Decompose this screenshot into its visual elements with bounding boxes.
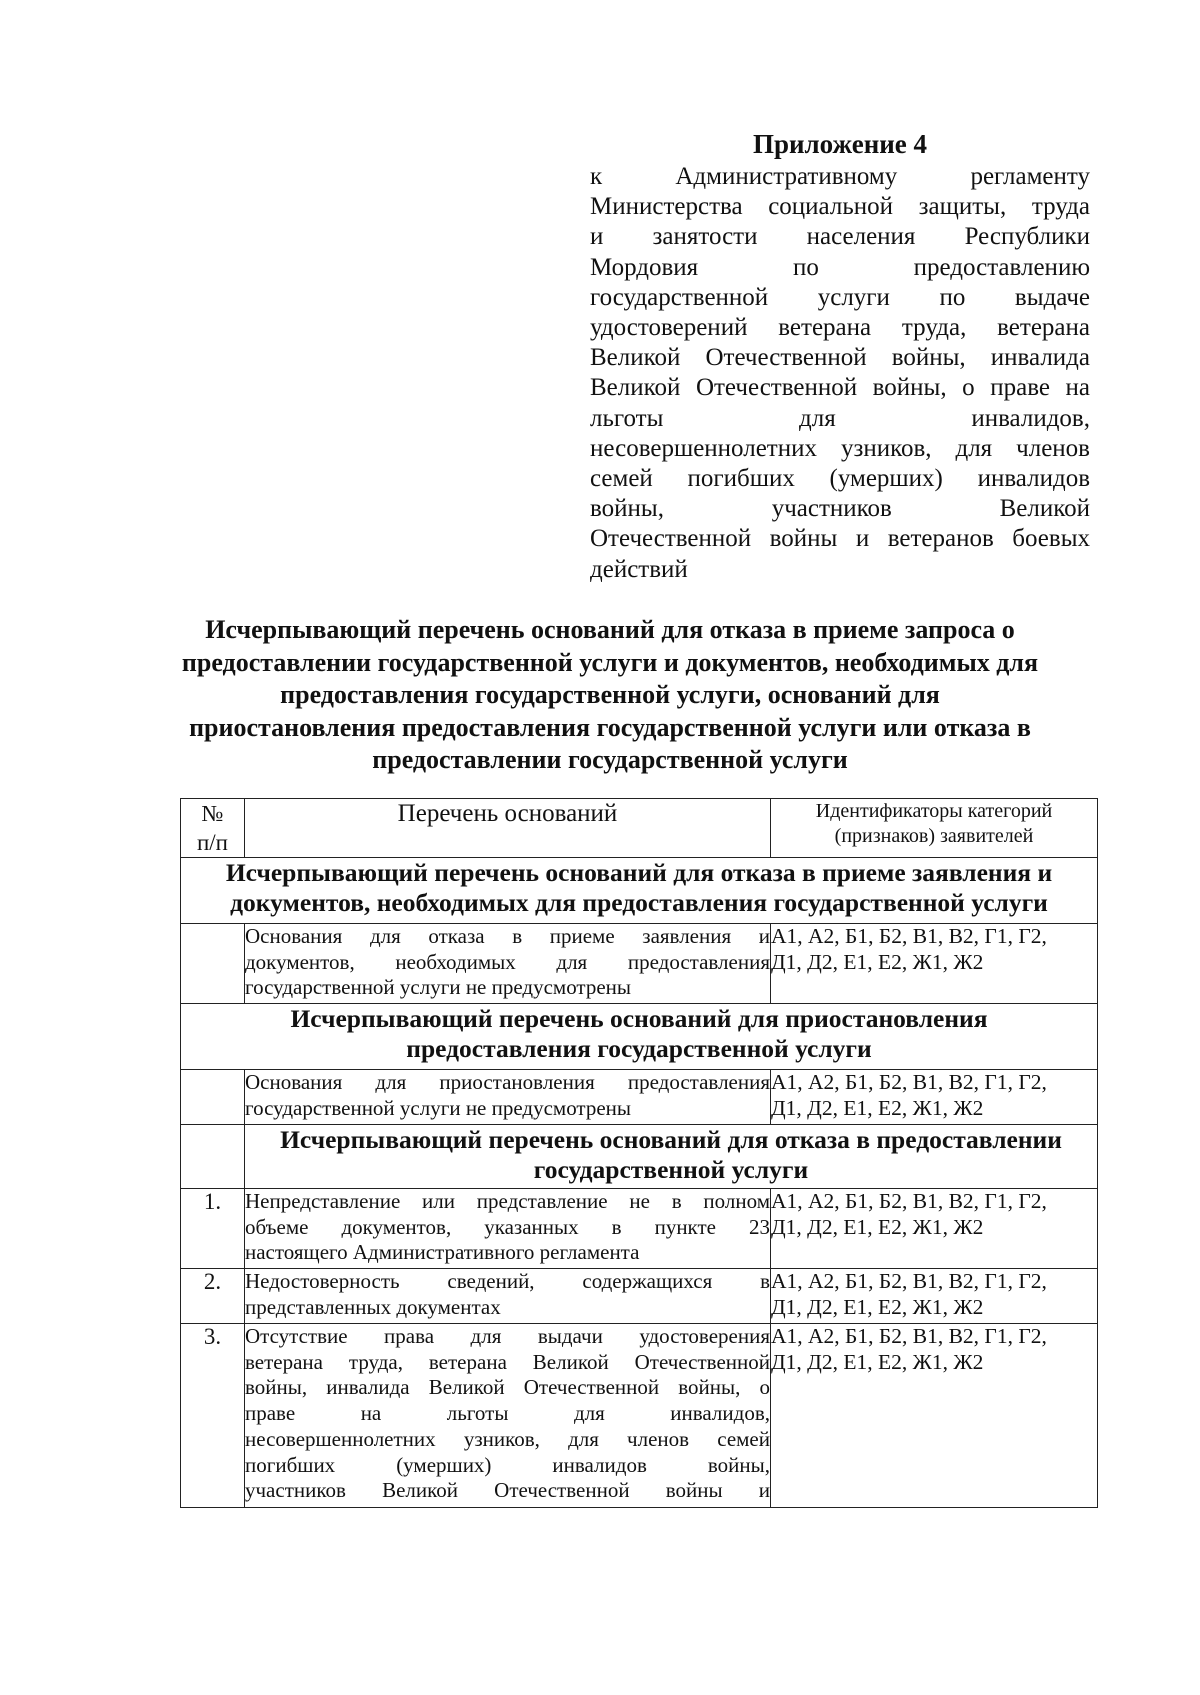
header-number-line: п/п xyxy=(196,830,228,855)
appendix-line: и занятости населения Республики xyxy=(590,223,1090,251)
appendix-line: государственной услуги по выдаче xyxy=(590,283,1090,311)
row-grounds-line: несовершеннолетних узников, для членов семей xyxy=(245,1426,770,1451)
heading-line: Исчерпывающий перечень оснований для отказа в приеме запроса о xyxy=(205,615,1015,644)
appendix-line: действий xyxy=(590,555,688,583)
row-grounds-line: объеме документов, указанных в пункте 23 xyxy=(245,1214,770,1239)
section-row xyxy=(181,858,1098,924)
row-grounds-line: ветерана труда, ветерана Великой Отечественной xyxy=(245,1349,770,1374)
section-row xyxy=(181,1004,1098,1070)
section-title-line: Исчерпывающий перечень оснований для приостановления xyxy=(290,1004,988,1033)
row-grounds-line: настоящего Административного регламента xyxy=(245,1240,640,1265)
appendix-line: Отечественной войны и ветеранов боевых xyxy=(590,525,1090,553)
row-identifiers-line: Д1, Д2, Е1, Е2, Ж1, Ж2 xyxy=(771,1214,984,1239)
row-identifiers-line: А1, А2, Б1, Б2, В1, В2, Г1, Г2, xyxy=(771,1070,1047,1094)
row-identifiers xyxy=(771,1324,1098,1508)
section-title-line: документов, необходимых для предоставления государственной услуги xyxy=(230,888,1048,917)
header-identifiers xyxy=(771,799,1098,858)
section-title-line: государственной услуги xyxy=(533,1155,809,1184)
appendix-line: Министерства социальной защиты, труда xyxy=(590,193,1090,221)
table-header-row xyxy=(181,799,1098,858)
header-identifiers-line: (признаков) заявителей xyxy=(834,825,1034,847)
section-number-cell xyxy=(181,1125,245,1189)
row-grounds xyxy=(245,924,771,1004)
appendix-title: Приложение 4 xyxy=(752,129,928,159)
row-identifiers xyxy=(771,1269,1098,1324)
appendix-line: льготы для инвалидов, xyxy=(590,404,1090,432)
row-grounds xyxy=(245,1189,771,1269)
appendix-line: войны, участников Великой xyxy=(590,495,1090,523)
row-grounds-line: Основания для отказа в приеме заявления и xyxy=(245,924,770,948)
row-identifiers-line: А1, А2, Б1, Б2, В1, В2, Г1, Г2, xyxy=(771,1269,1047,1293)
row-grounds-line: Непредставление или представление не в полном xyxy=(245,1189,770,1213)
row-grounds-line: войны, инвалида Великой Отечественной войны, о xyxy=(245,1375,770,1400)
heading-line: предоставлении государственной услуги xyxy=(372,745,848,774)
appendix-block xyxy=(590,128,1090,585)
row-grounds-line: государственной услуги не предусмотрены xyxy=(245,1095,632,1120)
row-identifiers-line: Д1, Д2, Е1, Е2, Ж1, Ж2 xyxy=(771,1349,984,1374)
section-title xyxy=(181,858,1098,924)
row-grounds-line: государственной услуги не предусмотрены xyxy=(245,975,632,1000)
appendix-line: к Административному регламенту xyxy=(590,163,1090,190)
row-identifiers-line: А1, А2, Б1, Б2, В1, В2, Г1, Г2, xyxy=(771,924,1047,948)
appendix-line: удостоверений ветерана труда, ветерана xyxy=(590,314,1090,342)
row-grounds-line: участников Великой Отечественной войны и xyxy=(245,1478,770,1503)
heading-line: приостановления предоставления государственной услуги или отказа в xyxy=(189,712,1031,742)
header-number-line: № xyxy=(201,801,224,826)
grounds-table xyxy=(180,798,1098,1508)
section-title-line: Исчерпывающий перечень оснований для отказа в приеме заявления и xyxy=(225,858,1053,887)
row-grounds xyxy=(245,1070,771,1125)
table-row xyxy=(181,1189,1098,1269)
appendix-line: несовершеннолетних узников, для членов xyxy=(590,434,1090,462)
table-row xyxy=(181,1269,1098,1324)
header-number xyxy=(181,799,245,858)
row-identifiers xyxy=(771,924,1098,1004)
header-grounds-list: Перечень оснований xyxy=(245,799,771,858)
row-grounds-line: представленных документах xyxy=(245,1294,501,1319)
document-heading xyxy=(150,614,1070,777)
section-title-line: Исчерпывающий перечень оснований для отказа в предоставлении xyxy=(280,1125,1062,1154)
table-row xyxy=(181,1324,1098,1508)
section-title xyxy=(245,1125,1098,1189)
row-grounds-line: праве на льготы для инвалидов, xyxy=(245,1401,770,1426)
row-identifiers-line: Д1, Д2, Е1, Е2, Ж1, Ж2 xyxy=(771,949,984,974)
row-grounds xyxy=(245,1269,771,1324)
row-grounds-line: документов, необходимых для предоставления xyxy=(245,949,770,974)
row-identifiers-line: Д1, Д2, Е1, Е2, Ж1, Ж2 xyxy=(771,1294,984,1319)
row-number: 2. xyxy=(181,1269,245,1324)
row-grounds xyxy=(245,1324,771,1508)
row-number xyxy=(181,924,245,1004)
row-grounds-line: Недостоверность сведений, содержащихся в xyxy=(245,1269,770,1293)
section-title xyxy=(181,1004,1098,1070)
appendix-line: Великой Отечественной войны, о праве на xyxy=(590,374,1090,402)
table-row xyxy=(181,1070,1098,1125)
row-identifiers xyxy=(771,1070,1098,1125)
row-identifiers xyxy=(771,1189,1098,1269)
section-title-line: предоставления государственной услуги xyxy=(406,1034,872,1063)
row-identifiers-line: А1, А2, Б1, Б2, В1, В2, Г1, Г2, xyxy=(771,1189,1047,1213)
row-identifiers-line: Д1, Д2, Е1, Е2, Ж1, Ж2 xyxy=(771,1095,984,1120)
row-number xyxy=(181,1070,245,1125)
row-grounds-line: Основания для приостановления предоставления xyxy=(245,1070,770,1094)
row-grounds-line: погибших (умерших) инвалидов войны, xyxy=(245,1452,770,1477)
row-number: 1. xyxy=(181,1189,245,1269)
row-identifiers-line: А1, А2, Б1, Б2, В1, В2, Г1, Г2, xyxy=(771,1324,1047,1348)
row-grounds-line: Отсутствие права для выдачи удостоверения xyxy=(245,1324,770,1348)
appendix-line: семей погибших (умерших) инвалидов xyxy=(590,465,1090,493)
appendix-line: Мордовия по предоставлению xyxy=(590,253,1090,281)
section-row xyxy=(181,1125,1098,1189)
heading-line: предоставления государственной услуги, оснований для xyxy=(280,680,940,709)
table-row xyxy=(181,924,1098,1004)
header-identifiers-line: Идентификаторы категорий xyxy=(815,800,1053,822)
appendix-line: Великой Отечественной войны, инвалида xyxy=(590,344,1090,372)
row-number: 3. xyxy=(181,1324,245,1508)
heading-line: предоставлении государственной услуги и документов, необходимых для xyxy=(181,647,1039,677)
